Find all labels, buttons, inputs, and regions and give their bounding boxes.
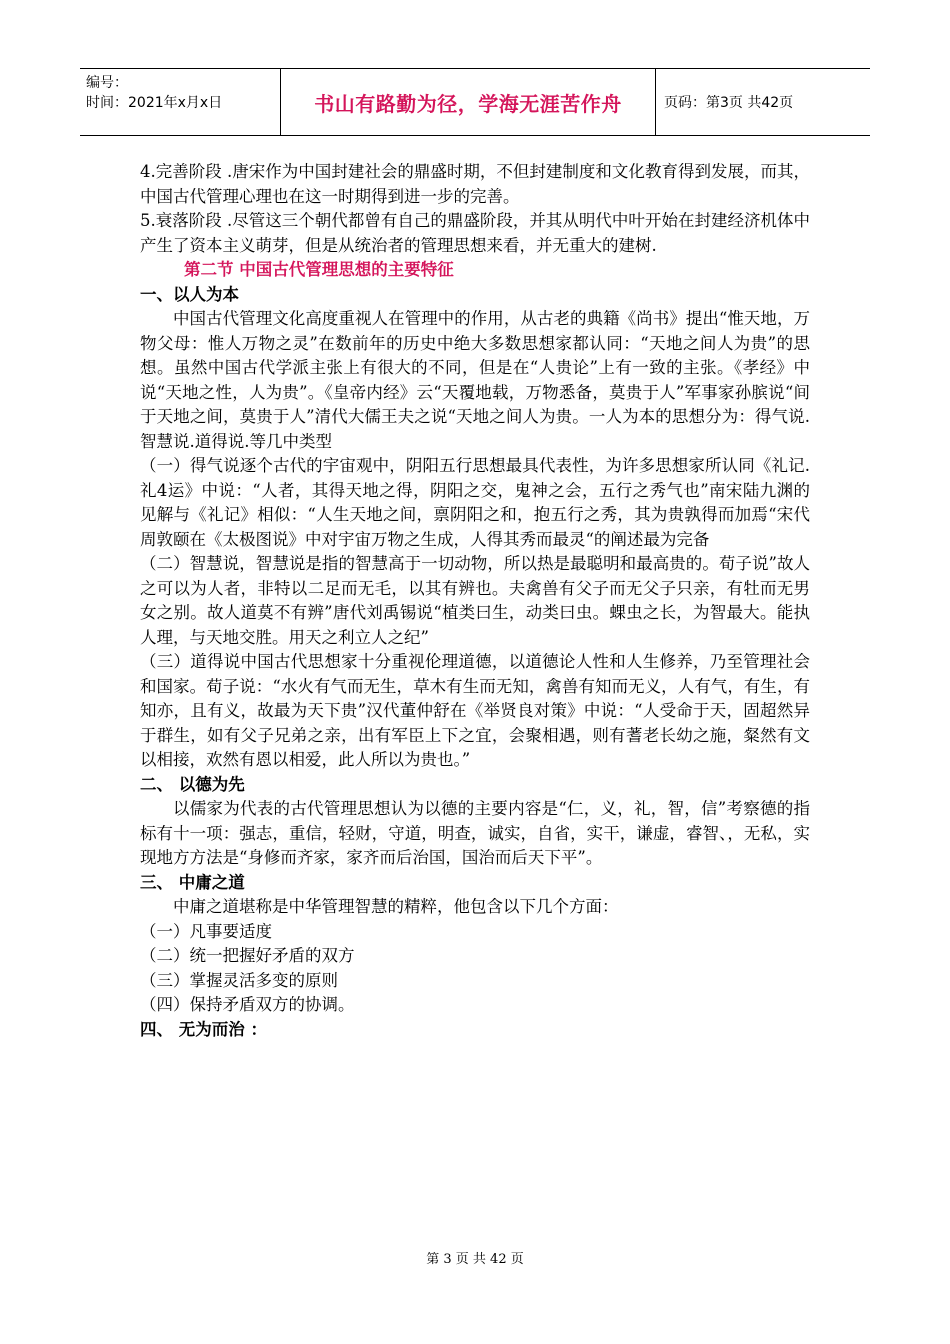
body-paragraph: （二）智慧说，智慧说是指的智慧高于一切动物，所以热是最聪明和最高贵的。荀子说”故人之可以为人者，非特以二足而无毛，以其有辨也。夫禽兽有父子而无父子只亲，有牡而无男女之别。故人道莫不有辨”唐代刘禹锡说“植类曰生，动类曰虫。蜾虫之长，为智最大。能执人理，与天地交胜。用天之利立人之纪” <box>140 554 810 647</box>
body-paragraph: 以儒家为代表的古代管理思想认为以德的主要内容是“仁，义，礼，智，信”考察德的指标有十一项：强志，重信，轻财，守道，明查，诚实，自省，实干，谦虚，睿智、，无私，实现地方方法是“身修而齐家，家齐而后治国，国治而后天下平”。 <box>140 799 810 867</box>
section-heading: 三、 中庸之道 <box>140 872 245 892</box>
body-paragraph: （一）凡事要适度 <box>140 921 272 941</box>
header-motto: 书山有路勤为径，学海无涯苦作舟 <box>314 91 622 116</box>
document-number-label: 编号： <box>86 75 128 91</box>
header-page-info: 页码：第3页 共42页 <box>664 95 794 111</box>
section-heading: 第二节 中国古代管理思想的主要特征 <box>184 260 454 279</box>
body-paragraph: 5.衰落阶段 .尽管这三个朝代都曾有自己的鼎盛阶段，并其从明代中叶开始在封建经济机体中产生了资本主义萌芽，但是从统治者的管理思想来看，并无重大的建树. <box>140 211 810 255</box>
body-paragraph: 中国古代管理文化高度重视人在管理中的作用，从古老的典籍《尚书》提出“惟天地，万物父母：惟人万物之灵”在数前年的历史中绝大多数思想家都认同：“天地之间人为贵”的思想。虽然中国古代学派主张上有很大的不同，但是在“人贵论”上有一致的主张。《孝经》中说“天地之性，人为贵”。《皇帝内经》云“天覆地载，万物悉备，莫贵于人”军事家孙膑说“间于天地之间，莫贵于人”清代大儒王夫之说“天地之间人为贵。一人为本的思想分为：得气说.智慧说.道得说.等几中类型 <box>140 309 810 451</box>
header-left-cell <box>80 69 281 135</box>
header-table <box>80 68 870 136</box>
section-heading: 二、 以德为先 <box>140 774 245 794</box>
document-body <box>140 160 810 1042</box>
header-motto-cell <box>281 69 656 135</box>
page-footer <box>0 1248 950 1267</box>
body-paragraph: 中庸之道堪称是中华管理智慧的精粹，他包含以下几个方面： <box>173 897 619 916</box>
body-paragraph: 4.完善阶段 .唐宋作为中国封建社会的鼎盛时期，不但封建制度和文化教育得到发展，而其，中国古代管理心理也在这一时期得到进一步的完善。 <box>140 162 810 206</box>
section-heading: 一、以人为本 <box>140 284 239 304</box>
footer-page-number: 第 3 页 共 42 页 <box>426 1252 524 1267</box>
document-date-label: 时间：2021年x月x日 <box>86 95 223 111</box>
body-paragraph: （四）保持矛盾双方的协调。 <box>140 995 355 1014</box>
body-paragraph: （一）得气说逐个古代的宇宙观中，阴阳五行思想最具代表性，为许多思想家所认同《礼记.礼4运》中说：“人者，其得天地之得，阴阳之交，鬼神之会，五行之秀气也”南宋陆九渊的见解与《礼记》相似：“人生天地之间，禀阴阳之和，抱五行之秀，其为贵孰得而加焉“宋代周敦颐在《太极图说》中对宇宙万物之生成，人得其秀而最灵“的阐述最为完备 <box>140 456 810 549</box>
body-paragraph: （二）统一把握好矛盾的双方 <box>140 946 355 965</box>
body-paragraph: （三）道得说中国古代思想家十分重视伦理道德，以道德论人性和人生修养，乃至管理社会和国家。荀子说：“水火有气而无生，草木有生而无知，禽兽有知而无义，人有气，有生，有知亦，且有义，故最为天下贵”汉代董仲舒在《举贤良对策》中说：“人受命于天，固超然异于群生，如有父子兄弟之亲，出有军臣上下之宜，会聚相遇，则有蓍老长幼之施，粲然有文以相接，欢然有恩以相爱，此人所以为贵也。” <box>140 652 810 769</box>
section-heading: 四、 无为而治 ： <box>140 1019 267 1039</box>
body-paragraph: （三）掌握灵活多变的原则 <box>140 970 338 990</box>
header-page-cell <box>656 69 870 135</box>
